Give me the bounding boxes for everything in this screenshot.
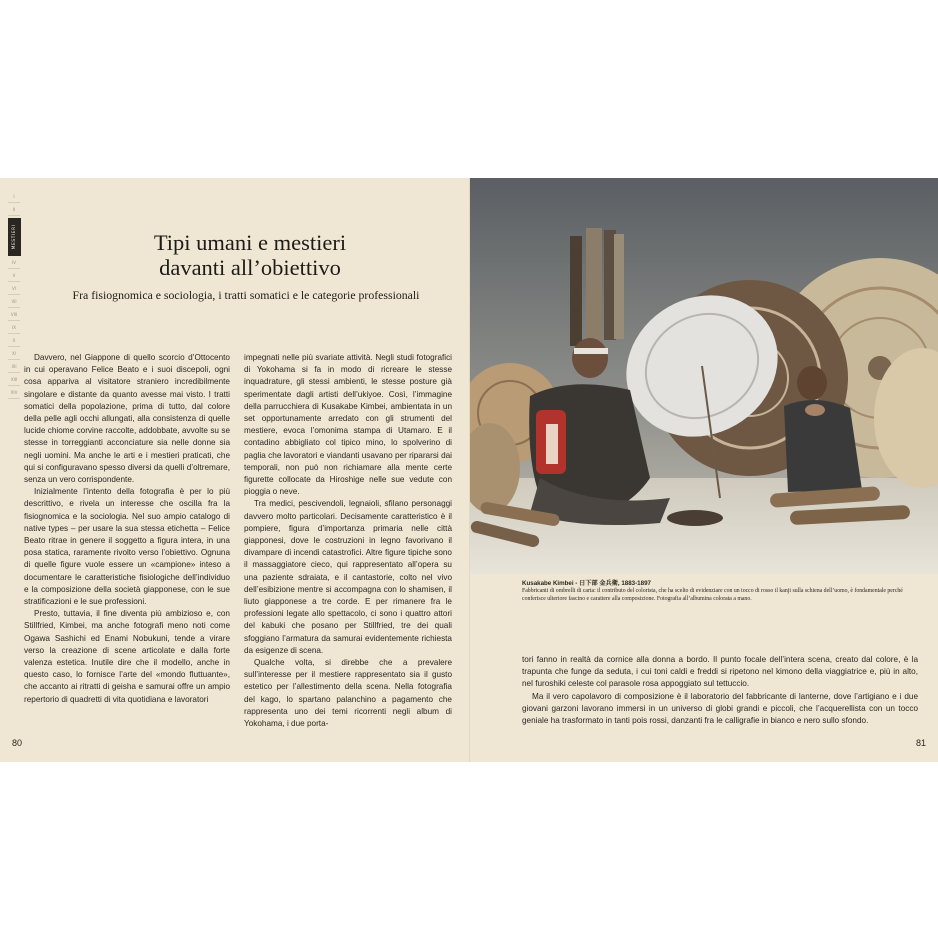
tab-4[interactable]: IV: [8, 258, 20, 269]
paragraph: Ma il vero capolavoro di composizione è il laboratorio del fabbricante di lanterne, dove l’artigiano e i due giovani garzoni lavorano immersi in un universo di globi grandi e piccoli, che l’acquerellista con un tocco geniale ha trasformato in tanti pois rossi, danzanti fra le calligrafie in bianco e nero sullo sfondo.: [522, 691, 918, 726]
title-line-1: Tipi umani e mestieri: [153, 230, 347, 255]
tab-active-label: MESTIERI: [11, 224, 17, 250]
text-column-1: [24, 352, 230, 706]
tab-11[interactable]: XI: [8, 349, 20, 360]
text-column-3: [522, 654, 918, 727]
tab-active[interactable]: [8, 218, 21, 256]
chapter-tab-index: [8, 192, 22, 401]
tab-12[interactable]: XII: [8, 362, 20, 373]
paragraph: Qualche volta, si direbbe che a prevalere sull’interesse per il mestiere rappresentato sia il gusto estetico per l’allestimento della scena. Nella fotografia del kago, lo spartano palanchino a pagamento che rappresenta uno dei temi ricorrenti negli album di Yokohama, i due porta-: [244, 658, 452, 729]
tab-9[interactable]: IX: [8, 323, 20, 334]
tab-5[interactable]: V: [8, 271, 20, 282]
photo-umbrella-makers: [470, 178, 938, 574]
tab-10[interactable]: X: [8, 336, 20, 347]
title-line-2: davanti all’obiettivo: [159, 255, 341, 280]
paragraph: Presto, tuttavia, il fine diventa più ambizioso e, con Stillfried, Kimbei, ma anche fotografi meno noti come Ogawa Sashichi ed Enami Nobukuni, tende a virare verso la creazione di scene articolate e dalla forte valenza estetica. Inutile dire che il modello, anche in questo caso, lo fornisce l’arte del «mondo fluttuante», che accanto ai ritratti di geisha e samurai offre un ampio repertorio di quadretti di vita quotidiana e lavoratori: [24, 609, 230, 704]
paragraph: Davvero, nel Giappone di quello scorcio d’Ottocento in cui operavano Felice Beato e i suoi discepoli, ogni cosa appariva al visitatore straniero incredibilmente singolare e distante da quanto avesse mai visto. I tratti somatici della popolazione, prima di tutto, dal colore della pelle agli occhi allungati, alla consistenza di quelle lucide chiome corvine raccolte, addobbate, avvolte su se stesse in torreggianti acconciature sia nelle donne sia negli uomini. Ma anche le arti e i mestieri praticati, che qui si configuravano spesso diversi da quelli d’oltremare, senza un vero corrispondente.: [24, 353, 230, 485]
tab-1[interactable]: I: [8, 192, 20, 203]
paragraph: impegnati nelle più svariate attività. Negli studi fotografici di Yokohama si fa in modo di ricreare le stesse inquadrature, gli stessi ambienti, le stesse posture già sperimentate dagli artisti dell’ukiyoe. Così, l’immagine della parrucchiera di Kusakabe Kimbei, ambientata in un set opportunamente arredato con gli strumenti del mestiere, evoca l’omonima stampa di Utamaro. E il contadino abbigliato col tipico mino, lo spolverino di paglia che lavoratori e viandanti usavano per ripararsi dai temporali, non può non richiamare alla mente certe figurette collocate da Hiroshige nelle sue vedute con pioggia o neve.: [244, 353, 452, 497]
paragraph: Tra medici, pescivendoli, legnaioli, sfilano personaggi davvero molto particolari. Decisamente caratteristico è il pompiere, figura d’importanza primaria nelle città giapponesi, dove le costruzioni in legno favorivano il divampare di incendi catastrofici. Altre figure tipiche sono il massaggiatore cieco, qui rappresentato all’opera su una paziente sdraiata, e il cantastorie, colto nel vivo dell’esibizione mentre si accompagna con lo shamisen, il liuto giapponese a tre corde. E per rimanere fra le professioni legate allo spettacolo, ci sono i quattro attori del kabuki che posano per Stillfried, tre dei quali sfoggiano l’armatura da samurai evidentemente richiesta da esigenze di scena.: [244, 499, 452, 655]
caption-body: Fabbricanti di ombrelli di carta: il contributo del colorista, che ha scelto di evidenziare con un tocco di rosso il kanji sulla schiena dell’uomo, è fondamentale perché conferisce ulteriore fascino e carattere alla composizione. Fotografia all’albumina colorata a mano.: [522, 588, 903, 602]
tab-7[interactable]: VII: [8, 297, 20, 308]
text-column-2: [244, 352, 452, 730]
book-spread: [0, 178, 938, 762]
page-number-right: 81: [915, 738, 926, 748]
paragraph: Inizialmente l’intento della fotografia è per lo più descrittivo, e rivela un interesse che oscilla fra la fisiognomica e la sociologia. Nel suo ampio catalogo di native types – per usare la sua stessa etichetta – Felice Beato ritrae in genere il soggetto a figura intera, in una posa statica, raramente rivolto verso l’obiettivo. Ognuna di quelle figure vuole essere un «campione» inteso a documentare le caratteristiche fisiologiche dell’individuo e la composizione della società giapponese, con le sue stratificazioni e le sue professioni.: [24, 487, 230, 607]
tab-13[interactable]: XIII: [8, 375, 20, 386]
chapter-subtitle: Fra fisiognomica e sociologia, i tratti somatici e le categorie professionali: [72, 288, 420, 302]
tab-14[interactable]: XIV: [8, 388, 20, 399]
hanging-umbrellas: [570, 228, 624, 346]
tab-6[interactable]: VI: [8, 284, 20, 295]
page-number-left: 80: [12, 738, 23, 748]
chapter-title: [100, 230, 400, 280]
caption-title: Kusakabe Kimbei - 日下部 金兵衛, 1883-1897: [522, 580, 651, 587]
paragraph: tori fanno in realtà da cornice alla donna a bordo. Il punto focale dell’intera scena, creato dal colore, è la trapunta che funge da seduta, i cui toni caldi e freddi si ripetono nel kimono della viaggiatrice e, più in alto, nel furoshiki celeste col parasole rosa appoggiato sul tettuccio.: [522, 655, 918, 689]
tab-8[interactable]: VIII: [8, 310, 20, 321]
photo-caption: [522, 580, 916, 603]
